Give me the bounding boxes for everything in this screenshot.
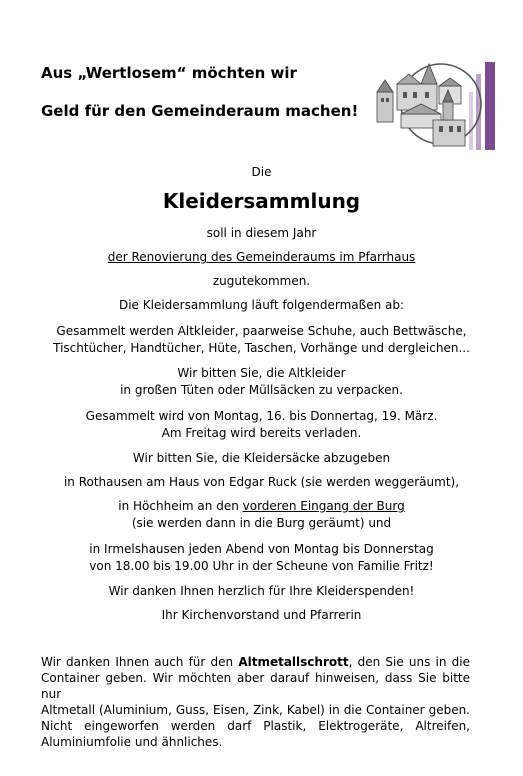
items-line-b: Tischtücher, Handtücher, Hüte, Taschen, Vorhänge und dergleichen... bbox=[53, 341, 470, 355]
closing-bold-altmetall: Altmetallschrott bbox=[238, 655, 349, 669]
closing-line-4: Nicht eingeworfen werden darf Plastik, Elektrogeräte, Altreifen, bbox=[41, 719, 470, 733]
closing-line-1 bbox=[41, 654, 470, 670]
pack-line-a: Wir bitten Sie, die Altkleider bbox=[177, 366, 346, 380]
closing-paragraph bbox=[41, 654, 470, 750]
closing-line-5: Aluminiumfolie und ähnliches. bbox=[41, 735, 223, 749]
church-collage-logo bbox=[373, 62, 497, 150]
dates-line-b: Am Freitag wird bereits verladen. bbox=[161, 426, 362, 440]
text-line-4: Die Kleidersammlung läuft folgendermaßen ab: bbox=[118, 298, 405, 312]
text-line-3: zugutekommen. bbox=[212, 274, 311, 288]
text-line-1: soll in diesem Jahr bbox=[206, 226, 317, 240]
hoechheim-pre: in Höchheim an den bbox=[118, 499, 243, 513]
dropoff-rothausen: in Rothausen am Haus von Edgar Ruck (sie werden weggeräumt), bbox=[63, 475, 460, 489]
closing-p1a: Wir danken Ihnen auch für den bbox=[41, 655, 239, 669]
pack-line-b: in großen Tüten oder Müllsäcken zu verpacken. bbox=[120, 383, 403, 397]
dropoff-hoechheim-b: (sie werden dann in die Burg geräumt) und bbox=[131, 516, 392, 530]
main-title: Kleidersammlung bbox=[162, 189, 361, 213]
renovation-underlined: der Renovierung des Gemeinderaums im Pfarrhaus bbox=[107, 250, 416, 264]
dropoff-hoechheim bbox=[0, 498, 523, 514]
closing-line-2: Container geben. Wir möchten aber darauf hinweisen, dass Sie bitte nur bbox=[41, 671, 470, 701]
items-line-a: Gesammelt werden Altkleider, paarweise Schuhe, auch Bettwäsche, bbox=[56, 324, 467, 338]
renovation-line bbox=[0, 249, 523, 265]
thanks-line: Wir danken Ihnen herzlich für Ihre Kleiderspenden! bbox=[108, 584, 415, 598]
dates-line-a: Gesammelt wird von Montag, 16. bis Donnertag, 19. März. bbox=[85, 409, 438, 423]
hoechheim-underlined: vorderen Eingang der Burg bbox=[242, 499, 405, 513]
signature-line: Ihr Kirchenvorstand und Pfarrerin bbox=[161, 608, 362, 622]
dropoff-irmelshausen-a: in Irmelshausen jeden Abend von Montag bis Donnerstag bbox=[89, 542, 434, 556]
intro-die: Die bbox=[251, 165, 272, 179]
closing-line-3: Altmetall (Aluminium, Guss, Eisen, Zink, Kabel) in die Container geben. bbox=[41, 703, 470, 717]
dropoff-intro: Wir bitten Sie, die Kleidersäcke abzugeben bbox=[132, 451, 391, 465]
headline-line1: Aus „Wertlosem“ möchten wir bbox=[41, 64, 297, 82]
closing-p1c: , den Sie uns in die bbox=[348, 655, 470, 669]
headline-line2: Geld für den Gemeinderaum machen! bbox=[41, 102, 359, 120]
dropoff-irmelshausen-b: von 18.00 bis 19.00 Uhr in der Scheune von Familie Fritz! bbox=[89, 559, 434, 573]
